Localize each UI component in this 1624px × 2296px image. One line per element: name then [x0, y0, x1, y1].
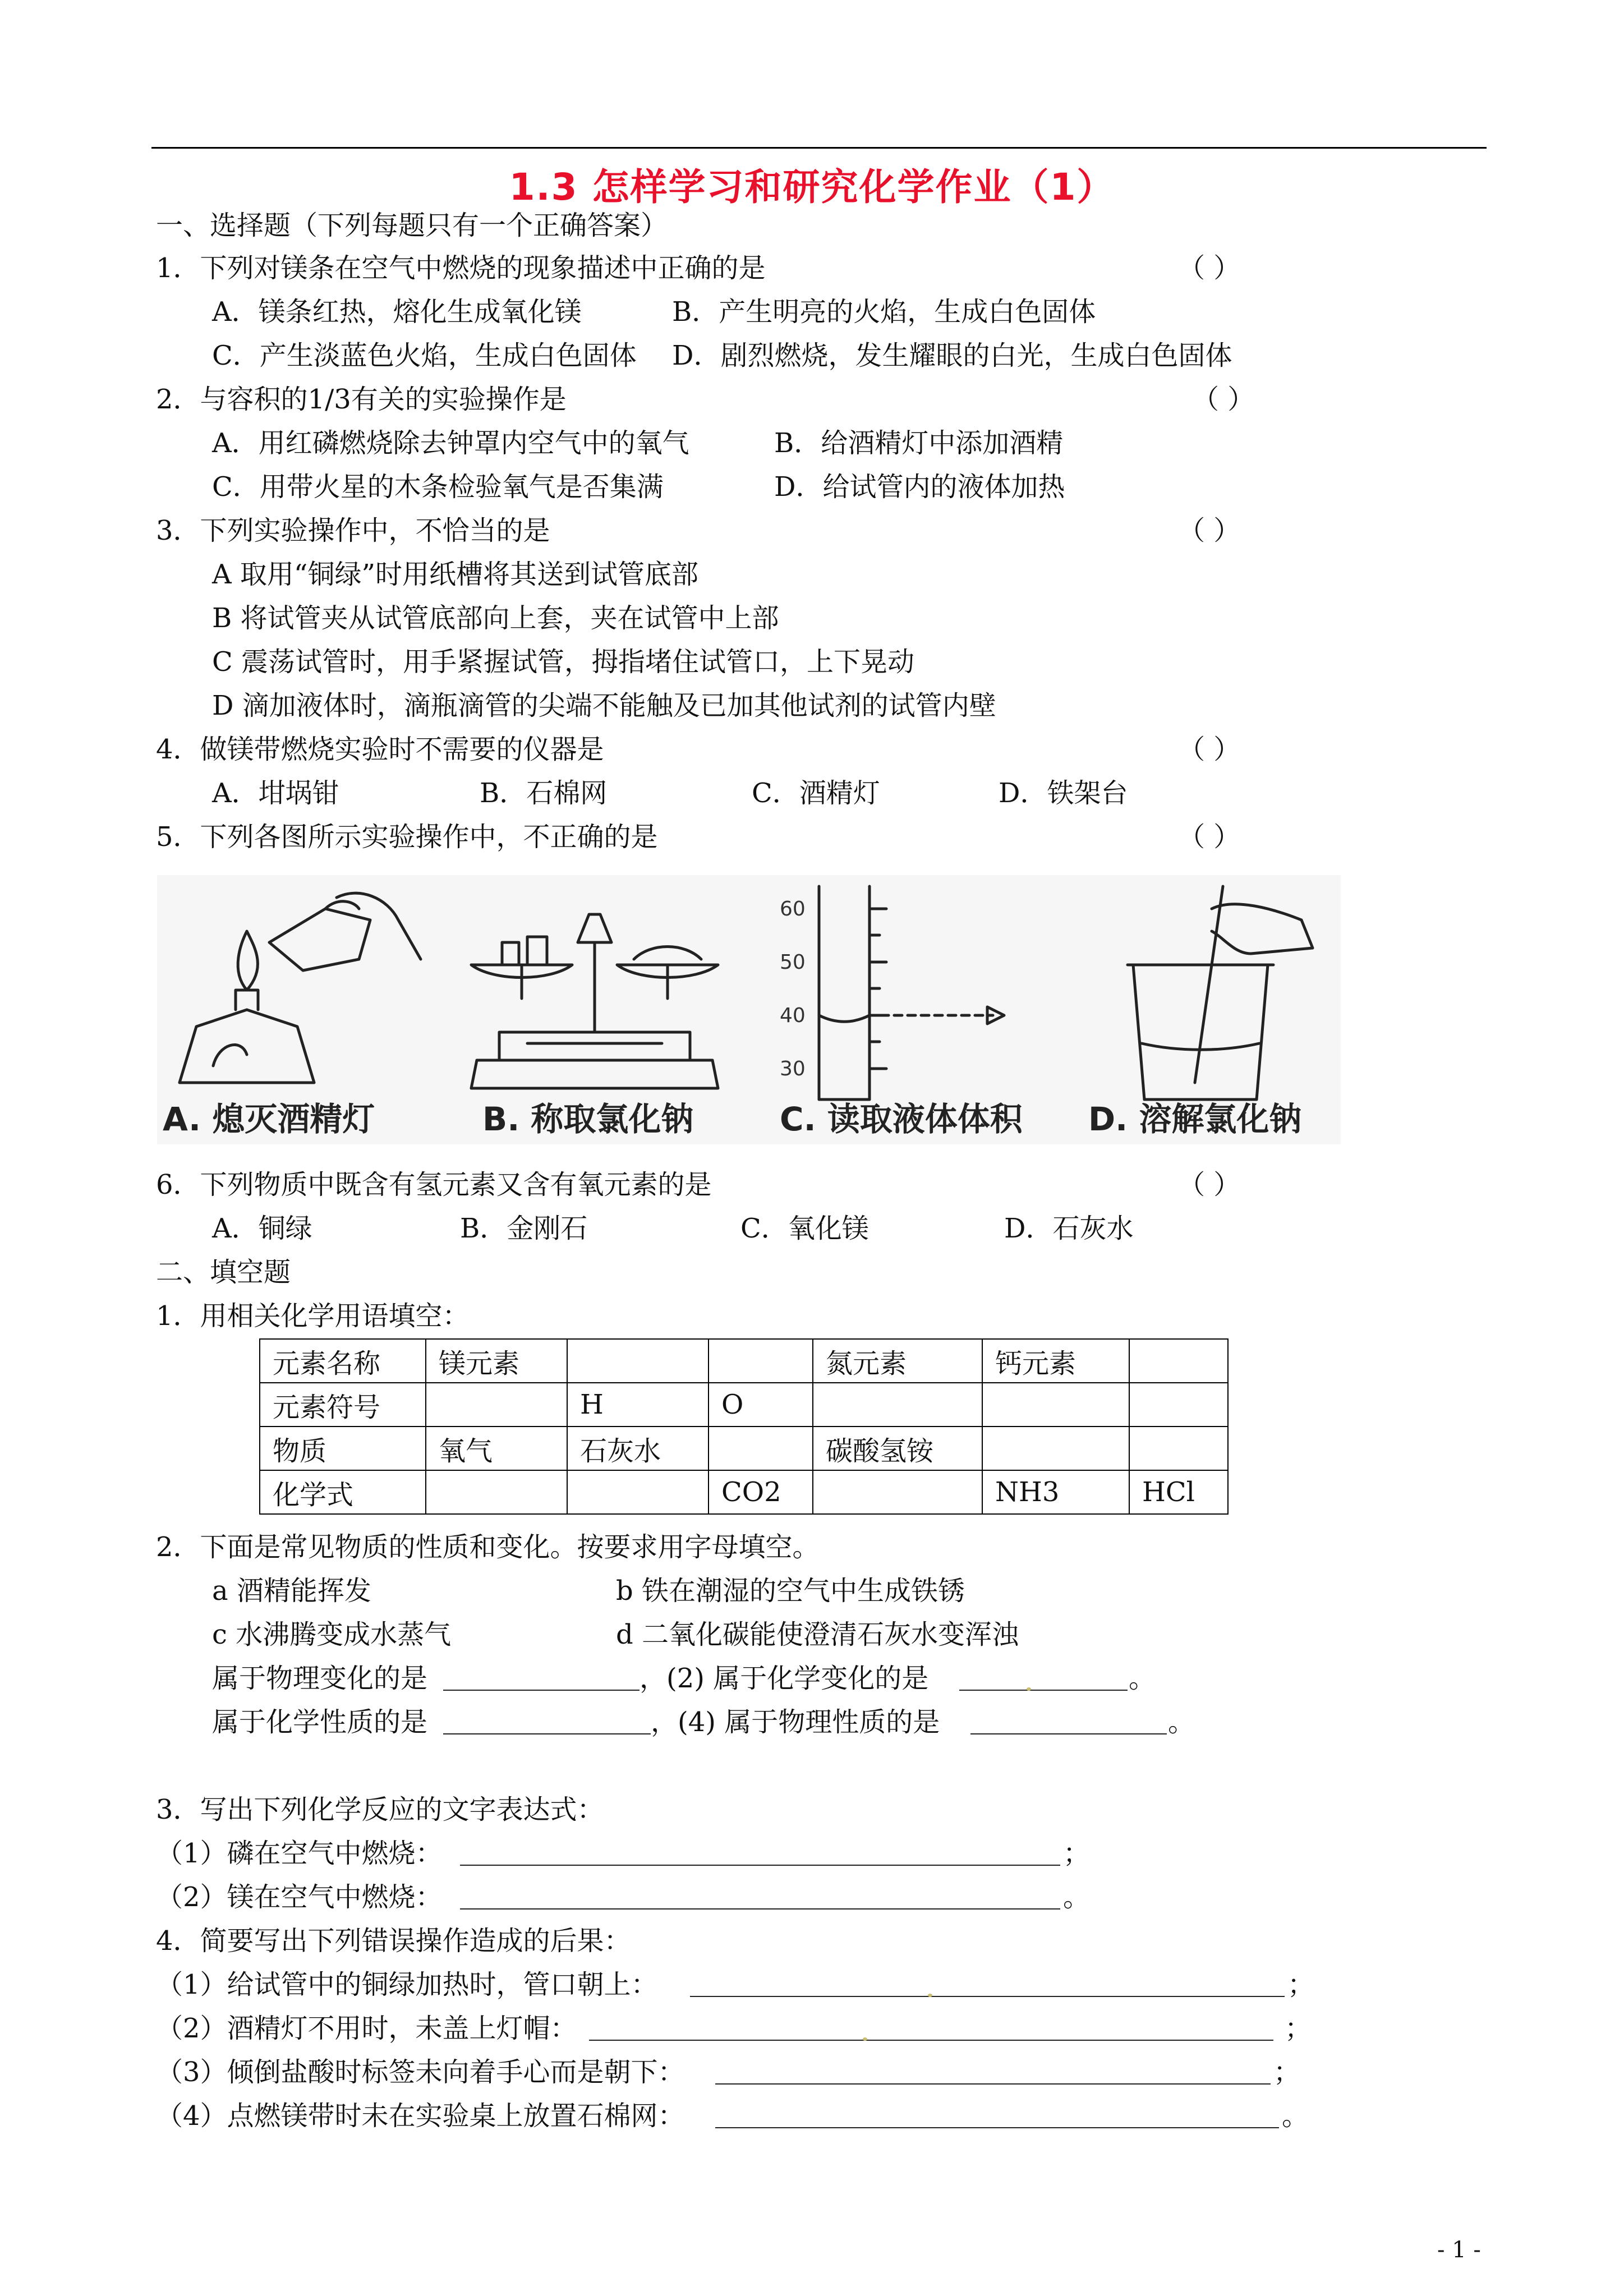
- table-row: [260, 1339, 1228, 1383]
- q5-figure: [157, 875, 1341, 1144]
- f2-blank-2[interactable]: [959, 1690, 1128, 1691]
- f4-part-2: （2）酒精灯不用时，未盖上灯帽：: [156, 2013, 577, 2044]
- q5-stem: 5．下列各图所示实验操作中，不正确的是: [156, 821, 658, 853]
- q4-option-d: D．铁架台: [999, 777, 1128, 809]
- f3-p1-end: ；: [1063, 1838, 1091, 1869]
- q4-stem: 4．做镁带燃烧实验时不需要的仪器是: [156, 734, 604, 765]
- f3-blank-2[interactable]: [460, 1908, 1060, 1910]
- table-cell: 物质: [260, 1427, 426, 1470]
- f4-part-4: （4）点燃镁带时未在实验桌上放置石棉网：: [156, 2100, 685, 2132]
- f4-blank-1[interactable]: [690, 1996, 1285, 1997]
- table-cell[interactable]: [709, 1339, 813, 1383]
- q3-option-b: B 将试管夹从试管底部向上套，夹在试管中上部: [212, 602, 779, 634]
- table-cell: HCl: [1129, 1470, 1228, 1514]
- q4-answer-bracket[interactable]: （ ）: [1178, 734, 1241, 765]
- table-cell[interactable]: [567, 1470, 709, 1514]
- cylinder-tick-50: 50: [780, 951, 806, 974]
- q2-option-d: D．给试管内的液体加热: [774, 471, 1065, 503]
- alcohol-lamp-icon: [180, 931, 314, 1083]
- f2-stem: 2．下面是常见物质的性质和变化。按要求用字母填空。: [156, 1531, 820, 1563]
- table-cell[interactable]: [1129, 1427, 1228, 1470]
- beaker-stirring-icon: [1128, 886, 1313, 1099]
- f2-label-physical-property: ，(4) 属于物理性质的是: [651, 1706, 940, 1738]
- q2-option-b: B．给酒精灯中添加酒精: [774, 427, 1064, 459]
- q6-option-c: C．氧化镁: [740, 1213, 869, 1244]
- f2-item-a: a 酒精能挥发: [212, 1575, 371, 1607]
- q4-option-b: B．石棉网: [480, 777, 608, 809]
- f3-blank-1[interactable]: [460, 1865, 1060, 1866]
- cylinder-tick-30: 30: [780, 1057, 806, 1080]
- table-cell: 元素符号: [260, 1383, 426, 1427]
- f2-label-chemical-change: ，(2) 属于化学变化的是: [640, 1663, 929, 1694]
- graduated-cylinder-icon: [819, 886, 1004, 1099]
- q2-stem: 2．与容积的1/3有关的实验操作是: [156, 384, 567, 415]
- f2-blank-3[interactable]: [443, 1733, 651, 1734]
- table-cell: 碳酸氢铵: [813, 1427, 982, 1470]
- f4-p3-end: ；: [1273, 2056, 1301, 2088]
- f2-l2-end: 。: [1168, 1706, 1195, 1738]
- table-cell: 化学式: [260, 1470, 426, 1514]
- q1-option-c: C．产生淡蓝色火焰，生成白色固体: [212, 340, 637, 371]
- table-cell[interactable]: [1129, 1383, 1228, 1427]
- q3-option-d: D 滴加液体时，滴瓶滴管的尖端不能触及已加其他试剂的试管内壁: [212, 690, 996, 721]
- cylinder-tick-40: 40: [780, 1004, 806, 1027]
- q4-option-c: C．酒精灯: [752, 777, 880, 809]
- table-cell: H: [567, 1383, 709, 1427]
- f2-item-c: c 水沸腾变成水蒸气: [212, 1619, 452, 1650]
- f4-blank-4[interactable]: [715, 2127, 1279, 2128]
- f4-p4-end: 。: [1282, 2100, 1309, 2132]
- page-title: 1.3 怎样学习和研究化学作业（1）: [509, 165, 1115, 209]
- f1-stem: 1．用相关化学用语填空：: [156, 1300, 470, 1332]
- q5-answer-bracket[interactable]: （ ）: [1178, 821, 1241, 853]
- q2-option-c: C．用带火星的木条检验氧气是否集满: [212, 471, 664, 503]
- f2-blank-1[interactable]: [443, 1690, 640, 1691]
- table-row: [260, 1470, 1228, 1514]
- q2-option-a: A．用红磷燃烧除去钟罩内空气中的氧气: [212, 427, 689, 459]
- q5-caption-d: D. 溶解氯化钠: [1088, 1100, 1302, 1138]
- q1-stem: 1．下列对镁条在空气中燃烧的现象描述中正确的是: [156, 252, 766, 284]
- table-cell: 元素名称: [260, 1339, 426, 1383]
- f3-part-2: （2）镁在空气中燃烧：: [156, 1881, 443, 1913]
- table-cell[interactable]: [1129, 1339, 1228, 1383]
- table-cell[interactable]: [813, 1470, 982, 1514]
- f4-p2-end: ；: [1285, 2013, 1312, 2044]
- f2-item-d: d 二氧化碳能使澄清石灰水变浑浊: [616, 1619, 1019, 1650]
- q1-option-b: B．产生明亮的火焰，生成白色固体: [672, 296, 1096, 328]
- section2-heading: 二、填空题: [156, 1257, 291, 1288]
- f4-blank-3[interactable]: [715, 2083, 1271, 2085]
- table-cell[interactable]: [982, 1383, 1129, 1427]
- table-cell[interactable]: [982, 1427, 1129, 1470]
- f2-label-chemical-property: 属于化学性质的是: [212, 1706, 428, 1738]
- table-cell: O: [709, 1383, 813, 1427]
- table-cell: 氮元素: [813, 1339, 982, 1383]
- q1-option-d: D．剧烈燃烧，发生耀眼的白光，生成白色固体: [672, 340, 1232, 371]
- cylinder-tick-60: 60: [780, 898, 806, 921]
- balance-icon: [471, 914, 718, 1088]
- table-row: [260, 1383, 1228, 1427]
- f4-p1-end: ；: [1287, 1969, 1315, 2000]
- q6-option-a: A．铜绿: [212, 1213, 312, 1244]
- table-cell: 钙元素: [982, 1339, 1129, 1383]
- f4-stem: 4．简要写出下列错误操作造成的后果：: [156, 1925, 631, 1957]
- q5-caption-a: A. 熄灭酒精灯: [163, 1100, 375, 1138]
- q3-option-c: C 震荡试管时，用手紧握试管，拇指堵住试管口，上下晃动: [212, 646, 914, 678]
- q3-answer-bracket[interactable]: （ ）: [1178, 515, 1241, 546]
- f2-label-physical-change: 属于物理变化的是: [212, 1663, 428, 1694]
- q3-option-a: A 取用“铜绿”时用纸槽将其送到试管底部: [212, 559, 699, 590]
- table-cell[interactable]: [813, 1383, 982, 1427]
- q4-option-a: A．坩埚钳: [212, 777, 339, 809]
- f4-blank-2[interactable]: [589, 2040, 1273, 2041]
- q6-option-b: B．金刚石: [460, 1213, 588, 1244]
- hand-icon: [269, 893, 421, 970]
- f2-l1-end: 。: [1129, 1663, 1156, 1694]
- q6-option-d: D．石灰水: [1004, 1213, 1134, 1244]
- table-cell[interactable]: [567, 1339, 709, 1383]
- table-cell: CO2: [709, 1470, 813, 1514]
- q5-caption-b: B. 称取氯化钠: [482, 1100, 694, 1138]
- section1-heading: 一、选择题（下列每题只有一个正确答案）: [156, 210, 668, 241]
- q3-stem: 3．下列实验操作中，不恰当的是: [156, 515, 550, 546]
- f4-part-3: （3）倾倒盐酸时标签未向着手心而是朝下：: [156, 2056, 685, 2088]
- q1-option-a: A．镁条红热，熔化生成氧化镁: [212, 296, 582, 328]
- header-rule: [151, 147, 1487, 149]
- q6-answer-bracket[interactable]: （ ）: [1178, 1169, 1241, 1200]
- table-cell: 氧气: [426, 1427, 567, 1470]
- q1-answer-bracket[interactable]: （ ）: [1178, 252, 1241, 284]
- element-table: [259, 1338, 1229, 1515]
- f4-part-1: （1）给试管中的铜绿加热时，管口朝上：: [156, 1969, 658, 2000]
- f2-item-b: b 铁在潮湿的空气中生成铁锈: [616, 1575, 965, 1607]
- q6-stem: 6．下列物质中既含有氢元素又含有氧元素的是: [156, 1169, 712, 1200]
- table-cell[interactable]: [709, 1427, 813, 1470]
- q5-caption-c: C. 读取液体体积: [780, 1100, 1023, 1138]
- f3-stem: 3．写出下列化学反应的文字表达式：: [156, 1794, 604, 1825]
- f3-p2-end: 。: [1063, 1881, 1091, 1913]
- f2-blank-4[interactable]: [970, 1733, 1167, 1734]
- table-row: [260, 1427, 1228, 1470]
- table-cell: NH3: [982, 1470, 1129, 1514]
- table-cell[interactable]: [426, 1383, 567, 1427]
- table-cell[interactable]: [426, 1470, 567, 1514]
- table-cell: 石灰水: [567, 1427, 709, 1470]
- page-number: - 1 -: [1437, 2237, 1481, 2263]
- f3-part-1: （1）磷在空气中燃烧：: [156, 1838, 443, 1869]
- table-cell: 镁元素: [426, 1339, 567, 1383]
- q2-answer-bracket[interactable]: （ ）: [1192, 384, 1255, 415]
